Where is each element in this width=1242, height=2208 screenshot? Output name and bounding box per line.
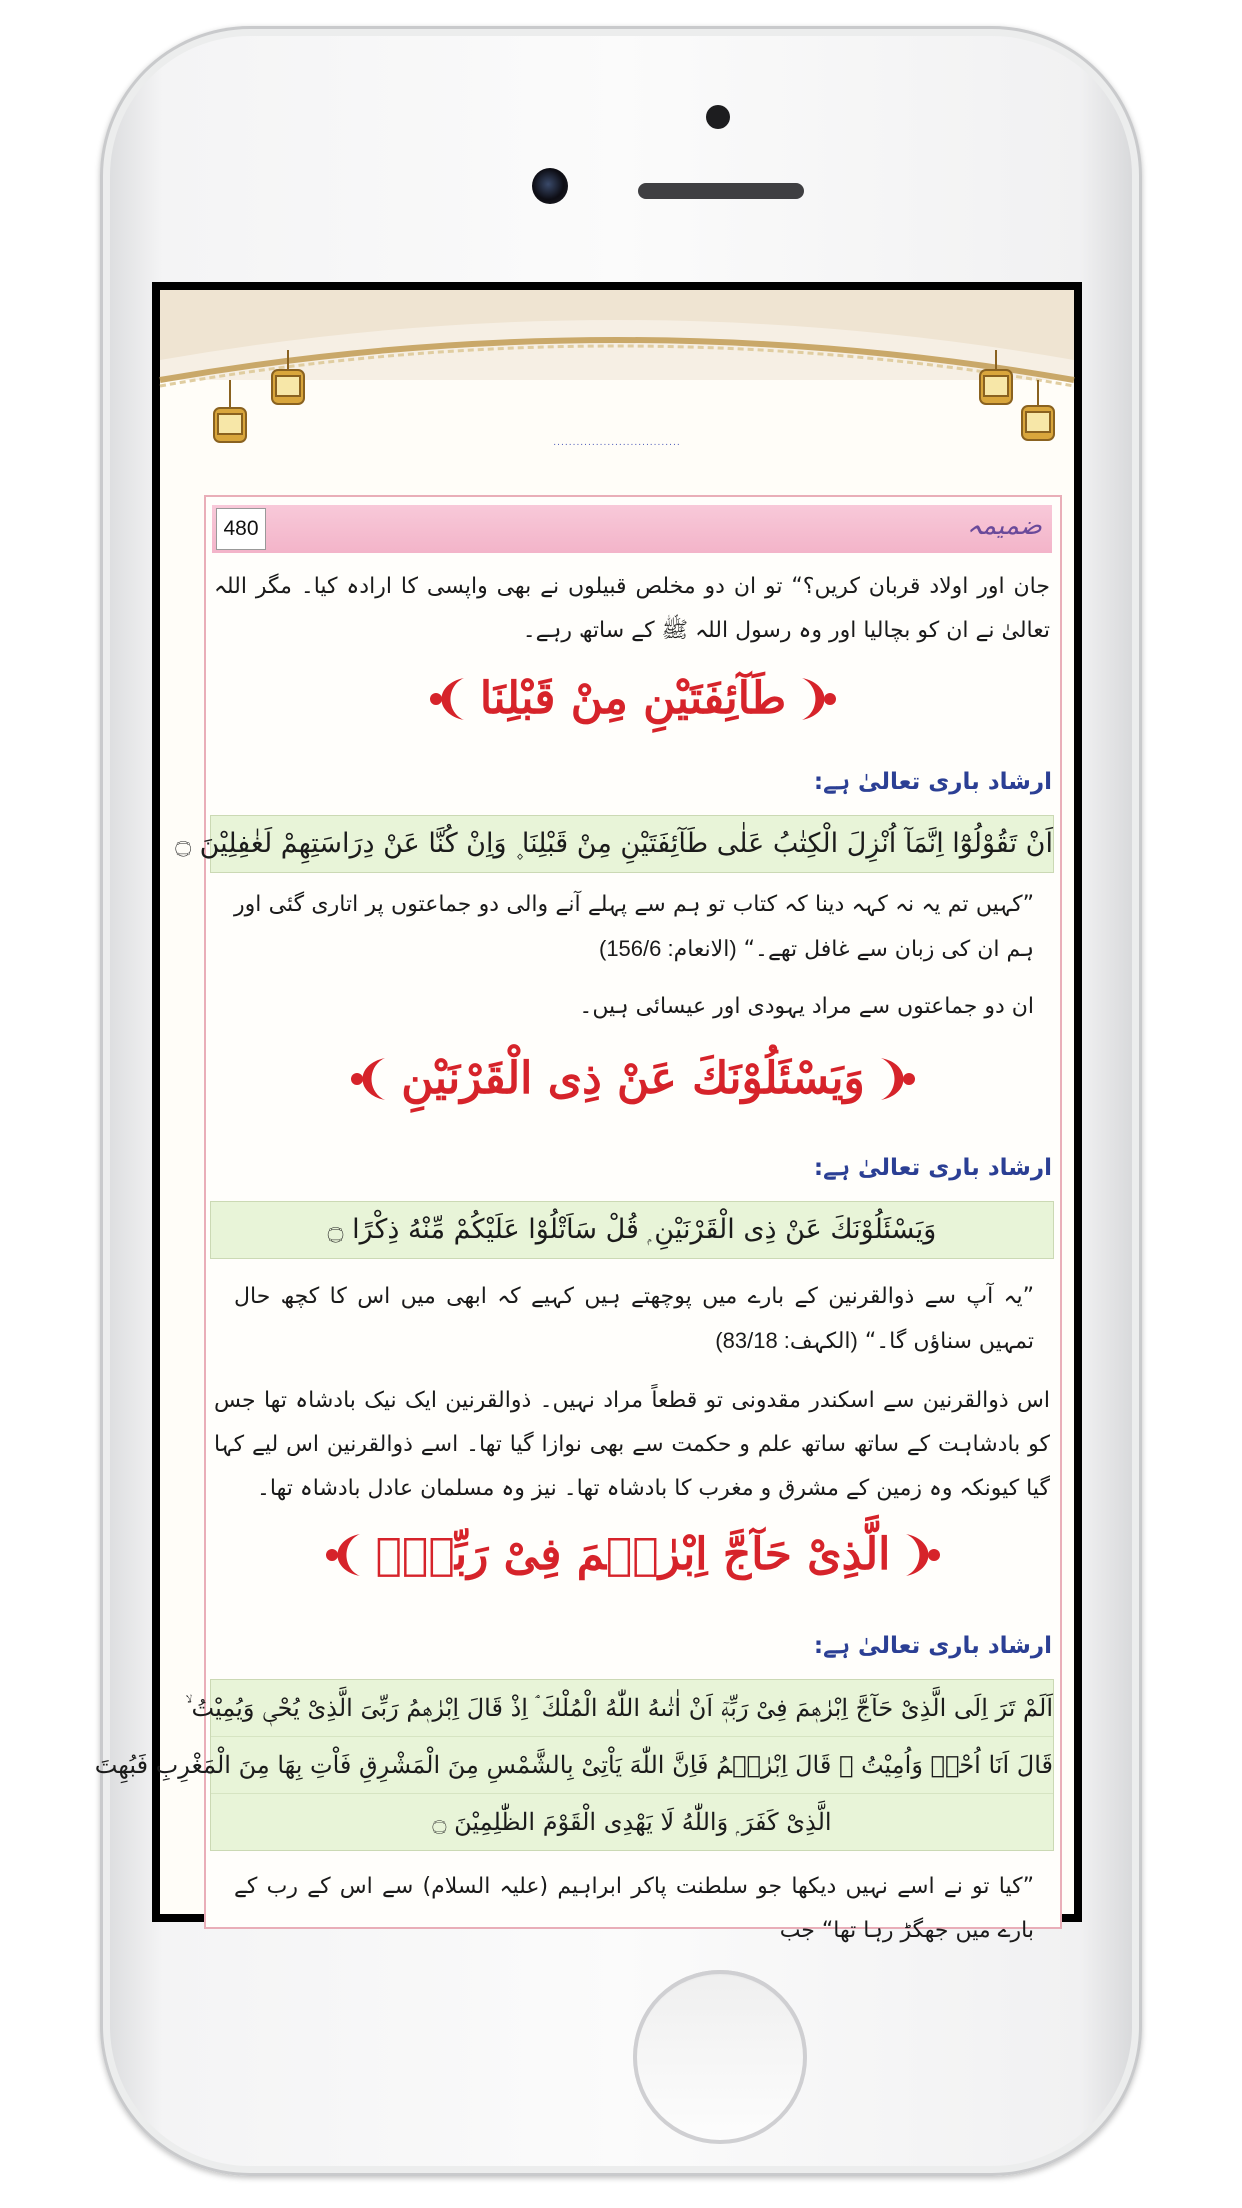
ornament-icon [877, 1054, 921, 1104]
arch-lanterns-ornament [160, 290, 1074, 460]
url-dots: ................................. [553, 438, 681, 448]
page-number: 480 [216, 508, 266, 550]
ornament-icon [902, 1530, 946, 1580]
intro-paragraph: جان اور اولاد قربان کریں؟“ تو ان دو مخلص قبیلوں نے بھی واپسی کا ارادہ کیا۔ مگر اللہ تعالیٰ نے ان کو بچالیا اور وہ رسول اللہ ﷺ کے ساتھ رہے۔ [214, 574, 1050, 643]
note-2: اس ذوالقرنین سے اسکندر مقدونی تو قطعاً مراد نہیں۔ ذوالقرنین ایک نیک بادشاہ تھا جس کو بادشاہت کے ساتھ ساتھ علم و حکمت سے بھی نوازا گیا تھا۔ اسے ذوالقرنین اس لیے کہا گیا کیونکہ وہ زمین کے مشرق و مغرب کا بادشاہ تھا۔ نیز وہ مسلمان عادل بادشاہ تھا۔ [214, 1388, 1050, 1501]
book-viewer[interactable] [94, 290, 1074, 1943]
home-button[interactable] [633, 1970, 807, 2144]
phone-screen [94, 282, 1082, 1943]
camera-lens [532, 168, 568, 204]
ornament-icon [798, 674, 842, 724]
section-title-1: طَآئِفَتَيْنِ مِنْ قَبْلِنَا [206, 673, 1060, 724]
verse-line: اَنْ تَقُوْلُوْٓا اِنَّمَآ اُنْزِلَ الْكِتٰبُ عَلٰى طَآئِفَتَيْنِ مِنْ قَبْلِنَا ۪ وَاِنْ كُنَّا عَنْ دِرَاسَتِهِمْ لَغٰفِلِيْنَ ۝ [175, 828, 1053, 859]
section-label-1: ارشاد باری تعالیٰ ہے: [813, 769, 1052, 795]
verse-line: اَلَمْ تَرَ اِلَى الَّذِىْ حَآجَّ اِبْرٰهٖمَ فِىْ رَبِّهٖٓ اَنْ اٰتٰىهُ اللّٰهُ الْمُلْكَ ۘ اِذْ قَالَ اِبْرٰهٖمُ رَبِّىَ الَّذِىْ يُحْىٖ وَيُمِيْتُ ۙ [211, 1680, 1053, 1737]
earpiece-speaker [638, 183, 804, 199]
reference-1: (الانعام: 156/6) [598, 936, 737, 961]
book-page [94, 495, 1062, 1943]
page-header [212, 505, 1052, 553]
section-label-3: ارشاد باری تعالیٰ ہے: [813, 1633, 1052, 1659]
verse-box-1 [175, 815, 1054, 873]
translation-3: ”کیا تو نے اسے نہیں دیکھا جو سلطنت پاکر ابراہیم (علیہ السلام) سے اس کے رب کے بارے میں جھگڑ رہا تھا“ جب [234, 1874, 1034, 1943]
reference-2: (الکہف: 83/18) [715, 1328, 858, 1353]
ornament-icon [424, 674, 468, 724]
header-title: ضمیمہ [966, 511, 1042, 541]
translation-1: ”کہیں تم یہ نہ کہہ دینا کہ کتاب تو ہم سے پہلے آنے والی دو جماعتوں پر اتاری گئی اور ہم ان کی زبان سے غافل تھے۔“ (الانعام: 156/6) [234, 892, 1034, 962]
ornament-icon [320, 1530, 364, 1580]
verse-line: الَّذِىْ كَفَرَ ۭ وَاللّٰهُ لَا يَهْدِى الْقَوْمَ الظّٰلِمِيْنَ ۝ [432, 1808, 832, 1836]
section-title-2: وَيَسْئَلُوْنَكَ عَنْ ذِى الْقَرْنَيْنِ [206, 1053, 1060, 1104]
verse-line: وَيَسْئَلُوْنَكَ عَنْ ذِى الْقَرْنَيْنِ ۭ قُلْ سَاَتْلُوْا عَلَيْكُمْ مِّنْهُ ذِكْرًا ۝ [327, 1214, 937, 1245]
ornament-icon [345, 1054, 389, 1104]
verse-line: قَالَ اَنَا اُحْىٖ وَاُمِيْتُ ۭ قَالَ اِبْرٰهٖمُ فَاِنَّ اللّٰهَ يَاْتِىْ بِالشَّمْسِ مِنَ الْمَشْرِقِ فَاْتِ بِهَا مِنَ الْمَغْرِبِ فَبُهِتَ [211, 1737, 1053, 1794]
front-camera [706, 105, 730, 129]
translation-2: ”یہ آپ سے ذوالقرنین کے بارے میں پوچھتے ہیں کہیے کہ ابھی میں اس کا کچھ حال تمہیں سناؤں گا۔“ (الکہف: 83/18) [234, 1284, 1034, 1354]
section-title-3: الَّذِىْ حَآجَّ اِبْرٰهٖمَ فِىْ رَبِّهٖٓ [206, 1529, 1060, 1580]
section-label-2: ارشاد باری تعالیٰ ہے: [813, 1155, 1052, 1181]
verse-box-3 [94, 1679, 1054, 1851]
verse-box-2 [210, 1201, 1054, 1259]
note-1: ان دو جماعتوں سے مراد یہودی اور عیسائی ہیں۔ [579, 994, 1034, 1019]
